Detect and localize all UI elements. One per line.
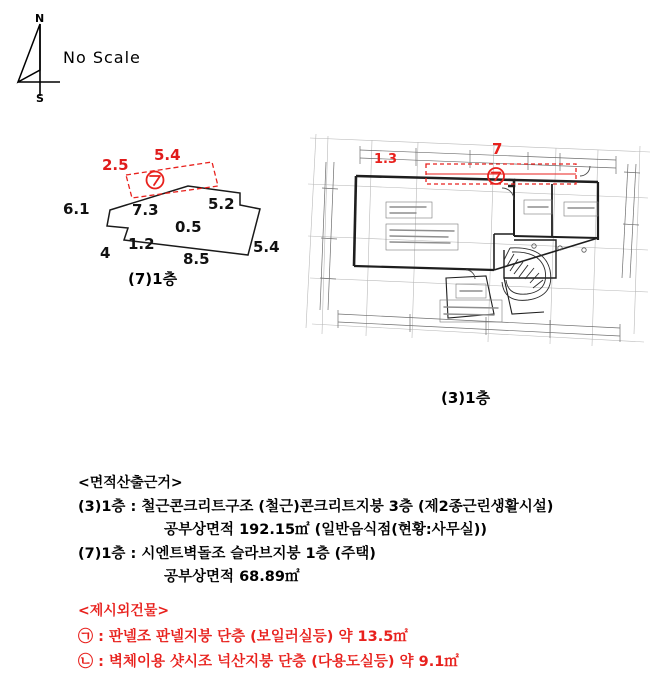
floor-plan-svg xyxy=(298,128,658,373)
area-basis-line-3: (7)1층 : 시엔트벽돌조 슬라브지붕 1층 (주택) xyxy=(78,545,376,562)
dim-top-right: 5.2 xyxy=(208,195,235,213)
extra-building-item-2-text: : 벽체이용 샷시조 넉산지붕 단층 (다용도실등) 약 9.1㎡ xyxy=(98,654,459,671)
annotation-length-label: 7 xyxy=(492,140,503,158)
parcel-caption: (7)1층 xyxy=(128,270,178,288)
extra-building-item-2 xyxy=(78,649,658,674)
circled-symbol-2-icon: ㉡ xyxy=(78,652,94,671)
parcel-sketch xyxy=(63,140,290,300)
annex-marker-icon xyxy=(147,172,164,189)
dimension-chain-right xyxy=(622,164,640,278)
room-label-text-marks xyxy=(390,207,594,315)
dim-top-main: 7.3 xyxy=(132,201,159,219)
no-scale-label: No Scale xyxy=(63,48,141,67)
dimension-chain-left xyxy=(320,162,338,310)
extra-building-title: <제시외건물> xyxy=(78,603,170,619)
area-basis-block xyxy=(78,472,658,590)
extra-building-block xyxy=(78,600,658,675)
area-basis-line-2: 공부상면적 192.15㎡ (일반음식점(현황:사무실)) xyxy=(164,522,487,539)
north-label: N xyxy=(35,12,45,25)
extra-building-item-1-text: : 판넬조 판넬지붕 단층 (보일러실등) 약 13.5㎡ xyxy=(98,629,408,645)
area-basis-title: <면적산출근거> xyxy=(78,475,183,491)
annex-outline-dashed xyxy=(126,162,218,198)
survey-nodes xyxy=(532,244,586,252)
dim-bottom-left: 4 xyxy=(100,244,111,262)
annotation-width-label: 1.3 xyxy=(374,152,398,167)
dim-annex-length: 5.4 xyxy=(154,146,181,164)
dim-right-side: 5.4 xyxy=(253,238,280,256)
area-basis-line-4: 공부상면적 68.89㎡ xyxy=(164,569,300,586)
area-basis-line-1: (3)1층 : 철근콘크리트구조 (철근)콘크리트지붕 3층 (제2종근린생활시설) xyxy=(78,499,554,515)
spiral-staircase-icon xyxy=(502,248,551,301)
building-walls xyxy=(354,176,598,318)
north-arrow xyxy=(8,8,68,108)
south-label: S xyxy=(36,92,44,105)
door-swing-icons xyxy=(466,166,590,279)
dim-notch: 1.2 xyxy=(128,235,155,253)
floorplan-caption: (3)1층 xyxy=(441,389,491,407)
dim-left-side: 6.1 xyxy=(63,200,90,218)
circled-symbol-1-icon: ㉠ xyxy=(78,627,94,645)
dim-bottom: 8.5 xyxy=(183,250,210,268)
extra-building-item-1 xyxy=(78,624,658,649)
dim-annex-width: 2.5 xyxy=(102,156,129,174)
dimension-chain-top xyxy=(360,146,616,174)
floor-plan-drawing xyxy=(298,128,658,373)
dim-step: 0.5 xyxy=(175,218,202,236)
